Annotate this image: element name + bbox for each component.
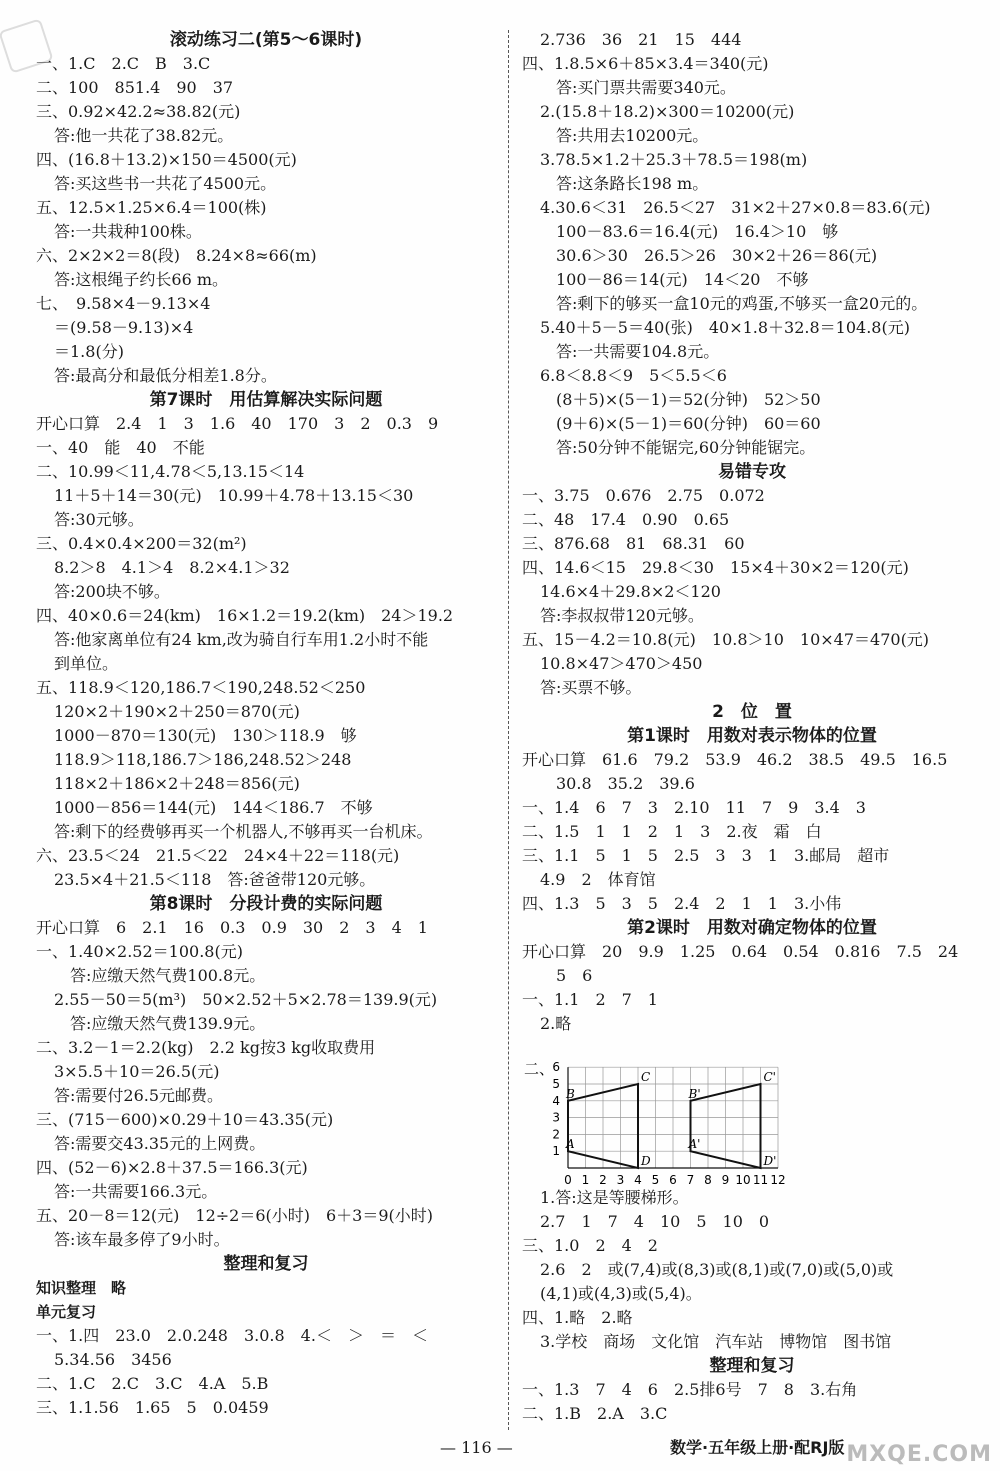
answer-line: 答:应缴天然气费100.8元。 — [70, 966, 266, 985]
answer-line: 二、48 17.4 0.90 0.65 — [522, 510, 730, 529]
answer-line: 11＋5＋14＝30(元) 10.99＋4.78＋13.15＜30 — [54, 486, 414, 505]
answer-line: 单元复习 — [36, 1303, 97, 1321]
vertex-label: A — [566, 1137, 575, 1152]
right-column-top — [522, 28, 982, 1036]
answer-line: 2.(15.8＋18.2)×300＝10200(元) — [540, 102, 795, 121]
answer-line: 三、1.1.56 1.65 5 0.0459 — [36, 1398, 269, 1417]
section-heading: 2 位 置 — [712, 702, 792, 722]
answer-line: 答:剩下的经费够再买一个机器人,不够再买一台机床。 — [54, 822, 433, 841]
coordinate-grid-chart — [522, 1060, 792, 1188]
answer-line: 一、1.C 2.C B 3.C — [36, 54, 211, 73]
answer-line: 四、1.略 2.略 — [522, 1308, 633, 1327]
answer-line: 3×5.5＋10＝26.5(元) — [54, 1062, 220, 1081]
answer-line: 二、100 851.4 90 37 — [36, 78, 234, 97]
answer-line: 答:需要付26.5元邮费。 — [54, 1086, 224, 1105]
x-tick-label: 0 — [564, 1173, 572, 1187]
y-tick-label: 2 — [552, 1127, 560, 1142]
y-tick-label: 5 — [552, 1077, 560, 1091]
answer-line: 答:应缴天然气费139.9元。 — [70, 1014, 266, 1033]
section-heading: 第7课时 用估算解决实际问题 — [149, 390, 383, 410]
section-heading: 易错专攻 — [718, 462, 786, 482]
section-heading: 滚动练习二(第5～6课时) — [169, 30, 363, 50]
answer-line: 开心口算 6 2.1 16 0.3 0.9 30 2 3 4 1 — [36, 918, 428, 937]
x-tick-label: 11 — [752, 1173, 769, 1187]
answer-line: 答:一共需要104.8元。 — [556, 342, 720, 361]
answer-line: 2.6 2 或(7,4)或(8,3)或(8,1)或(7,0)或(5,0)或 — [540, 1260, 894, 1279]
answer-line: 三、1.0 2 4 2 — [522, 1236, 658, 1255]
answer-line: 答:共用去10200元。 — [556, 126, 709, 145]
answer-line: 30.8 35.2 39.6 — [556, 774, 695, 793]
answer-line: 一、1.1 2 7 1 — [522, 990, 658, 1009]
answer-line: 3.学校 商场 文化馆 汽车站 博物馆 图书馆 — [540, 1332, 892, 1351]
section-heading: 第2课时 用数对确定物体的位置 — [627, 918, 877, 938]
page-number: — 116 — — [440, 1438, 513, 1457]
answer-line: ＝(9.58－9.13)×4 — [54, 318, 194, 337]
answer-line: 三、876.68 81 68.31 60 — [522, 534, 745, 553]
answer-line: 答:这根绳子约长66 m。 — [54, 270, 229, 289]
answer-line: 一、40 能 40 不能 — [36, 438, 205, 457]
answer-line: 答:需要交43.35元的上网费。 — [54, 1134, 266, 1153]
y-tick-label: 6 — [552, 1060, 560, 1075]
answer-line: 四、1.8.5×6＋85×3.4＝340(元) — [522, 54, 769, 73]
answer-line: 四、40×0.6＝24(km) 16×1.2＝19.2(km) 24＞19.2 — [36, 606, 454, 625]
answer-line: 七、 9.58×4－9.13×4 — [36, 294, 211, 313]
answer-line: 答:他一共花了38.82元。 — [54, 126, 234, 145]
answer-line: 一、1.4 6 7 3 2.10 11 7 9 3.4 3 — [522, 798, 866, 817]
x-tick-label: 2 — [599, 1173, 607, 1187]
answer-line: 14.6×4＋29.8×2＜120 — [540, 582, 721, 601]
answer-line: 二、3.2－1＝2.2(kg) 2.2 kg按3 kg收取费用 — [36, 1038, 376, 1057]
answer-line: (9＋6)×(5－1)＝60(分钟) 60＝60 — [556, 414, 821, 433]
y-tick-label: 3 — [552, 1110, 560, 1125]
y-tick-label: 4 — [552, 1093, 560, 1108]
x-tick-label: 8 — [704, 1173, 712, 1187]
x-tick-label: 6 — [669, 1173, 677, 1187]
answer-line: 一、3.75 0.676 2.75 0.072 — [522, 486, 765, 505]
answer-line: 1.答:这是等腰梯形。 — [540, 1188, 689, 1207]
section-heading: 整理和复习 — [709, 1356, 795, 1376]
answer-line: 100－86＝14(元) 14＜20 不够 — [556, 270, 809, 289]
answer-line: 答:买票不够。 — [540, 678, 642, 697]
answer-line: 四、(52－6)×2.8＋37.5＝166.3(元) — [36, 1158, 308, 1177]
answer-line: 答:买门票共需要340元。 — [556, 78, 736, 97]
x-tick-label: 5 — [651, 1173, 660, 1187]
answer-line: 1000－870＝130(元) 130＞118.9 够 — [54, 726, 357, 745]
vertex-label: B — [566, 1086, 575, 1101]
answer-line: 3.78.5×1.2＋25.3＋78.5＝198(m) — [540, 150, 808, 169]
answer-line: 6.8＜8.8＜9 5＜5.5＜6 — [540, 366, 727, 385]
answer-line: 三、(715－600)×0.29＋10＝43.35(元) — [36, 1110, 334, 1129]
answer-line: 答:他家离单位有24 km,改为骑自行车用1.2小时不能 — [54, 630, 429, 649]
answer-line: 答:剩下的够买一盒10元的鸡蛋,不够买一盒20元的。 — [556, 294, 928, 313]
x-tick-label: 12 — [770, 1173, 786, 1187]
answer-line: 四、14.6＜15 29.8＜30 15×4＋30×2＝120(元) — [522, 558, 909, 577]
y-tick-label: 1 — [552, 1144, 560, 1159]
answer-line: 到单位。 — [54, 654, 119, 673]
answer-line: (8＋5)×(5－1)＝52(分钟) 52＞50 — [556, 390, 821, 409]
answer-line: 知识整理 略 — [36, 1279, 127, 1297]
answer-line: 一、1.3 7 4 6 2.5排6号 7 8 3.右角 — [522, 1380, 858, 1399]
answer-line: 答:买这些书一共花了4500元。 — [54, 174, 277, 193]
answer-line: 10.8×47＞470＞450 — [540, 654, 703, 673]
answer-line: 30.6＞30 26.5＞26 30×2＋26＝86(元) — [556, 246, 878, 265]
answer-line: 118×2＋186×2＋248＝856(元) — [54, 774, 300, 793]
answer-line: 二、1.B 2.A 3.C — [522, 1404, 668, 1423]
answer-line: 答:一共栽种100株。 — [54, 222, 202, 241]
vertex-label: C' — [763, 1070, 776, 1084]
answer-line: 三、0.4×0.4×200＝32(m²) — [36, 534, 247, 553]
answer-line: 100－83.6＝16.4(元) 16.4＞10 够 — [556, 222, 839, 241]
answer-line: 4.30.6＜31 26.5＜27 31×2＋27×0.8＝83.6(元) — [540, 198, 931, 217]
vertex-label: C — [641, 1070, 651, 1084]
column-divider — [508, 30, 509, 1430]
answer-line: 1000－856＝144(元) 144＜186.7 不够 — [54, 798, 373, 817]
answer-line: 答:200块不够。 — [54, 582, 170, 601]
answer-line: 5 6 — [556, 966, 593, 985]
answer-line: ＝1.8(分) — [54, 342, 124, 361]
section-heading: 第8课时 分段计费的实际问题 — [149, 894, 383, 914]
x-tick-label: 7 — [686, 1173, 695, 1187]
answer-line: 二、1.C 2.C 3.C 4.A 5.B — [36, 1374, 269, 1393]
x-tick-label: 1 — [581, 1173, 590, 1187]
answer-line: 一、1.四 23.0 2.0.248 3.0.8 4.＜ ＞ ＝ ＜ — [36, 1326, 428, 1345]
x-tick-label: 3 — [616, 1173, 625, 1187]
x-tick-label: 9 — [721, 1173, 730, 1187]
answer-line: 4.9 2 体育馆 — [540, 870, 656, 889]
watermark: MXQE.COM — [846, 1442, 992, 1467]
footer-text: 数学·五年级上册·配RJ版 — [670, 1438, 845, 1457]
answer-line: 六、2×2×2＝8(段) 8.24×8≈66(m) — [36, 246, 317, 265]
answer-line: (4,1)或(4,3)或(5,4)。 — [540, 1284, 702, 1303]
answer-line: 答:最高分和最低分相差1.8分。 — [54, 366, 277, 385]
section-heading: 第1课时 用数对表示物体的位置 — [627, 726, 877, 746]
answer-line: 5.40＋5－5＝40(张) 40×1.8＋32.8＝104.8(元) — [540, 318, 910, 337]
answer-line: 2.略 — [540, 1014, 572, 1033]
answer-line: 开心口算 61.6 79.2 53.9 46.2 38.5 49.5 16.5 — [522, 750, 948, 769]
answer-line: 8.2＞8 4.1＞4 8.2×4.1＞32 — [54, 558, 290, 577]
section-heading: 整理和复习 — [223, 1254, 309, 1274]
right-column — [522, 28, 982, 1426]
x-tick-label: 4 — [634, 1173, 642, 1187]
answer-line: 五、12.5×1.25×6.4＝100(株) — [36, 198, 267, 217]
answer-line: 四、(16.8＋13.2)×150＝4500(元) — [36, 150, 297, 169]
left-column — [36, 28, 496, 1420]
answer-line: 2.7 1 7 4 10 5 10 0 — [540, 1212, 770, 1231]
vertex-label: B' — [688, 1086, 701, 1101]
answer-line: 23.5×4＋21.5＜118 答:爸爸带120元够。 — [54, 870, 376, 889]
answer-line: 二、1.5 1 1 2 1 3 2.夜 霜 白 — [522, 822, 822, 841]
answer-line: 五、118.9＜120,186.7＜190,248.52＜250 — [36, 678, 366, 697]
answer-line: 开心口算 20 9.9 1.25 0.64 0.54 0.816 7.5 24 — [522, 942, 959, 961]
right-column-bottom — [522, 1186, 982, 1426]
answer-line: 答:30元够。 — [54, 510, 144, 529]
answer-line: 118.9＞118,186.7＞186,248.52＞248 — [54, 750, 352, 769]
vertex-label: A' — [688, 1137, 701, 1152]
x-tick-label: 10 — [735, 1173, 751, 1187]
answer-line: 三、1.1 5 1 5 2.5 3 3 1 3.邮局 超市 — [522, 846, 890, 865]
answer-line: 六、23.5＜24 21.5＜22 24×4＋22＝118(元) — [36, 846, 400, 865]
answer-line: 2.55－50＝5(m³) 50×2.52＋5×2.78＝139.9(元) — [54, 990, 438, 1009]
vertex-label: D' — [763, 1154, 777, 1168]
answer-line: 2.736 36 21 15 444 — [540, 30, 742, 49]
answer-line: 答:这条路长198 m。 — [556, 174, 709, 193]
answer-line: 五、20－8＝12(元) 12÷2＝6(小时) 6＋3＝9(小时) — [36, 1206, 434, 1225]
question-label: 二、 — [524, 1060, 555, 1078]
answer-line: 一、1.40×2.52＝100.8(元) — [36, 942, 243, 961]
answer-line: 三、0.92×42.2≈38.82(元) — [36, 102, 241, 121]
answer-line: 答:50分钟不能锯完,60分钟能锯完。 — [556, 438, 816, 457]
answer-line: 5.34.56 3456 — [54, 1350, 172, 1369]
answer-line: 答:一共需要166.3元。 — [54, 1182, 218, 1201]
answer-line: 二、10.99＜11,4.78＜5,13.15＜14 — [36, 462, 305, 481]
answer-line: 五、15－4.2＝10.8(元) 10.8＞10 10×47＝470(元) — [522, 630, 930, 649]
answer-line: 开心口算 2.4 1 3 1.6 40 170 3 2 0.3 9 — [36, 414, 439, 433]
answer-line: 答:该车最多停了9小时。 — [54, 1230, 230, 1249]
answer-line: 120×2＋190×2＋250＝870(元) — [54, 702, 300, 721]
answer-line: 四、1.3 5 3 5 2.4 2 1 1 3.小伟 — [522, 894, 842, 913]
vertex-label: D — [641, 1154, 651, 1168]
answer-line: 答:李叔叔带120元够。 — [540, 606, 704, 625]
